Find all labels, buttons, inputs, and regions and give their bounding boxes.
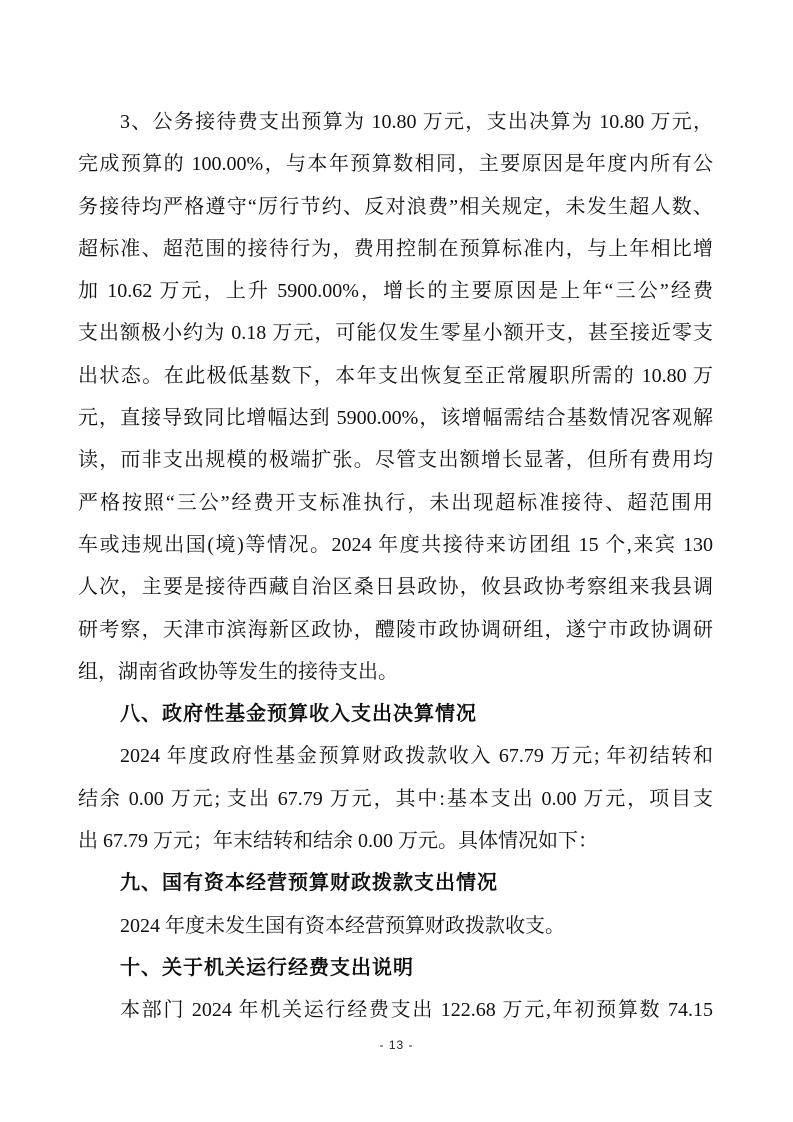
section-heading-9: 九、国有资本经营预算财政拨款支出情况 — [120, 872, 498, 895]
page-number: - 13 - — [379, 1038, 414, 1052]
text-line: 本部门 2024 年机关运行经费支出 122.68 万元,年初预算数 74.15 — [120, 999, 713, 1022]
text-line: 2024 年度未发生国有资本经营预算财政拨款收支。 — [120, 914, 565, 937]
paragraph-state-capital — [78, 905, 713, 947]
paragraph-government-fund — [78, 735, 713, 862]
text-line: 完成预算的 100.00%，与本年预算数相同，主要原因是年度内所有公 — [78, 153, 713, 176]
document-body — [78, 101, 713, 1032]
text-line: 车或违规出国(境)等情况。2024 年度共接待来访团组 15 个,来宾 130 — [78, 533, 713, 556]
text-line: 组，湖南省政协等发生的接待支出。 — [78, 660, 398, 683]
text-line: 超标准、超范围的接待行为，费用控制在预算标准内，与上年相比增 — [78, 237, 713, 260]
text-line: 出状态。在此极低基数下，本年支出恢复至正常履职所需的 10.80 万 — [78, 364, 713, 387]
paragraph-operating-expense — [78, 989, 713, 1031]
text-line: 结余 0.00 万元; 支出 67.79 万元，其中:基本支出 0.00 万元，项目支 — [78, 787, 713, 810]
page-footer — [0, 1038, 793, 1052]
text-line: 元，直接导致同比增幅达到 5900.00%，该增幅需结合基数情况客观解 — [78, 407, 713, 430]
text-line: 2024 年度政府性基金预算财政拨款收入 67.79 万元; 年初结转和 — [120, 745, 713, 768]
text-line: 出 67.79 万元；年末结转和结余 0.00 万元。具体情况如下： — [78, 830, 598, 853]
text-line: 严格按照“三公”经费开支标准执行，未出现超标准接待、超范围用 — [78, 491, 713, 514]
text-line: 研考察，天津市滨海新区政协，醴陵市政协调研组，遂宁市政协调研 — [78, 618, 713, 641]
paragraph-reception-expense — [78, 101, 713, 693]
text-line: 读，而非支出规模的极端扩张。尽管支出额增长显著，但所有费用均 — [78, 449, 713, 472]
text-line: 务接待均严格遵守“厉行节约、反对浪费”相关规定，未发生超人数、 — [78, 195, 713, 218]
text-line: 加 10.62 万元，上升 5900.00%，增长的主要原因是上年“三公”经费 — [78, 280, 713, 303]
section-heading-10: 十、关于机关运行经费支出说明 — [120, 956, 414, 979]
text-line: 支出额极小约为 0.18 万元，可能仅发生零星小额开支，甚至接近零支 — [78, 322, 713, 345]
text-line: 人次，主要是接待西藏自治区桑日县政协，攸县政协考察组来我县调 — [78, 576, 713, 599]
text-line: 3、公务接待费支出预算为 10.80 万元，支出决算为 10.80 万元， — [120, 111, 713, 133]
section-heading-8: 八、政府性基金预算收入支出决算情况 — [120, 703, 477, 726]
